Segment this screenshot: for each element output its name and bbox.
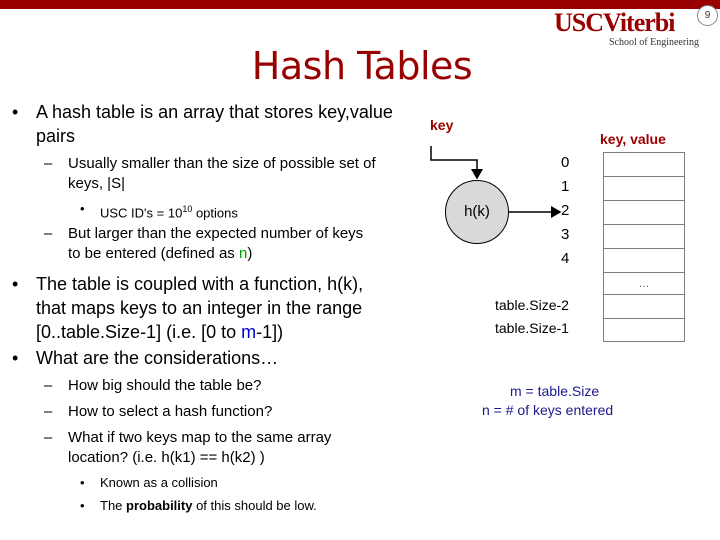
bullet-dot-small: • [80, 201, 85, 216]
bullet-2-line-2: that maps keys to an integer in the range [36, 298, 363, 318]
ellipsis: … [638, 278, 650, 290]
bullet-dot: • [12, 348, 19, 368]
bullet-dot-small: • [80, 498, 85, 513]
bullet-1-sub-2-line-1: But larger than the expected number of keys [68, 225, 364, 242]
bullet-dot-small: • [80, 475, 85, 490]
collision-note: Known as a collision [100, 475, 218, 490]
table-cell [603, 176, 685, 200]
hash-table-array [603, 152, 685, 342]
sub-dash: – [44, 429, 53, 446]
hash-function-circle [445, 180, 509, 244]
bullet-dot: • [12, 274, 19, 294]
index-3: 3 [561, 226, 570, 243]
key-value-label: key, value [600, 131, 666, 147]
logo-subtext: School of Engineering [609, 37, 699, 48]
sub-dash: – [44, 403, 53, 420]
bullet-1-line-2: pairs [36, 126, 76, 146]
probability-bold: probability [126, 498, 193, 513]
bullet-3-sub-2: How to select a hash function? [68, 403, 273, 420]
index-2: 2 [561, 202, 570, 219]
key-label: key [430, 117, 454, 133]
index-1: 1 [561, 178, 570, 195]
table-cell [603, 248, 685, 272]
key-arrow [431, 146, 477, 178]
size-minus-1-label: table.Size-1 [495, 320, 569, 336]
table-cell [603, 200, 685, 224]
text-segment: The [100, 498, 127, 513]
size-minus-2-label: table.Size-2 [495, 297, 569, 313]
bullet-3-sub-3-line-2: location? (i.e. h(k1) == h(k2) ) [68, 449, 265, 466]
logo-text: USCViterbi [554, 8, 675, 37]
m-definition: m = table.Size [510, 383, 600, 399]
text-segment: to be entered (defined as [68, 245, 239, 262]
sub-dash: – [44, 377, 53, 394]
hash-function-label: h(k) [464, 203, 490, 220]
text-segment: ) [247, 245, 253, 262]
bullet-3-line-1: What are the considerations… [36, 348, 279, 368]
usc-id-text: USC ID's = 10 [100, 205, 183, 221]
bullet-2-line-1: The table is coupled with a function, h(k), [36, 274, 364, 294]
bullet-dot: • [12, 102, 19, 122]
table-cell [603, 152, 685, 176]
index-0: 0 [561, 154, 570, 171]
usc-id-exponent: 10 [182, 204, 193, 214]
n-variable: n [238, 245, 248, 262]
text-segment: -1]) [256, 322, 284, 342]
table-cell [603, 224, 685, 248]
table-cell [603, 318, 685, 342]
index-4: 4 [561, 250, 570, 267]
slide-title-text: Hash Tables [251, 44, 473, 88]
bullet-1-sub-1-line-1: Usually smaller than the size of possible set of [68, 155, 376, 172]
bullet-3-sub-1: How big should the table be? [68, 377, 262, 394]
usc-id-tail: options [192, 205, 238, 221]
sub-dash: – [44, 155, 53, 172]
bullet-1-line-1: A hash table is an array that stores key,value [36, 102, 393, 122]
n-definition: n = # of keys entered [482, 402, 614, 418]
table-cell-ellipsis [603, 272, 685, 294]
text-segment: of this should be low. [192, 498, 317, 513]
m-variable: m [241, 322, 257, 342]
bullet-3-sub-3-line-1: What if two keys map to the same array [68, 429, 332, 446]
text-segment: [0..table.Size-1] (i.e. [0 to [36, 322, 242, 342]
bullet-1-sub-1-line-2: keys, |S| [68, 175, 125, 192]
table-cell [603, 294, 685, 318]
sub-dash: – [44, 225, 53, 242]
page-number: 9 [697, 5, 718, 26]
